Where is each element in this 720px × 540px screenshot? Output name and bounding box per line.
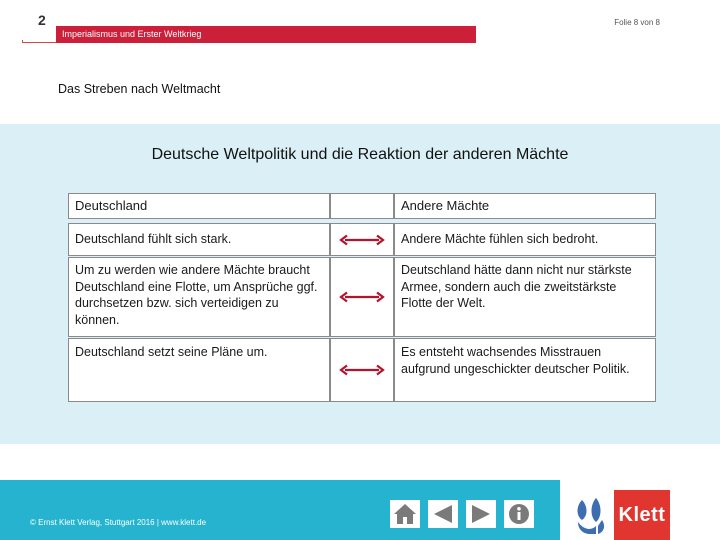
table-row-2-right: Deutschland hätte dann nicht nur stärkste Armee, sondern auch die zweitstärkste Flotte der Welt. bbox=[394, 257, 656, 337]
table-row-1-right: Andere Mächte fühlen sich bedroht. bbox=[394, 223, 656, 256]
table-row-3-right: Es entsteht wachsendes Misstrauen aufgrund ungeschickter deutscher Politik. bbox=[394, 338, 656, 402]
table-row-3-left: Deutschland setzt seine Pläne um. bbox=[68, 338, 330, 402]
next-slide-button[interactable] bbox=[466, 500, 496, 528]
table-row-1-left: Deutschland fühlt sich stark. bbox=[68, 223, 330, 256]
arrow-left-icon bbox=[430, 502, 456, 526]
klett-logo bbox=[568, 490, 670, 540]
table-row-3-arrow bbox=[330, 338, 394, 402]
double-arrow-icon bbox=[339, 234, 385, 246]
double-arrow-icon bbox=[339, 364, 385, 376]
double-arrow-icon bbox=[339, 291, 385, 303]
klett-wordmark: Klett bbox=[614, 490, 670, 540]
info-button[interactable] bbox=[504, 500, 534, 528]
chapter-number: 2 bbox=[38, 12, 46, 28]
slide-title: Deutsche Weltpolitik und die Reaktion der anderen Mächte bbox=[151, 146, 569, 163]
lily-logo-icon bbox=[568, 490, 614, 540]
column-header-arrow bbox=[330, 193, 394, 219]
previous-slide-button[interactable] bbox=[428, 500, 458, 528]
slide-counter: Folie 8 von 8 bbox=[614, 18, 660, 27]
column-header-left: Deutschland bbox=[68, 193, 330, 219]
column-header-right: Andere Mächte bbox=[394, 193, 656, 219]
table-row-2-arrow bbox=[330, 257, 394, 337]
chapter-title-bar: Imperialismus und Erster Weltkrieg bbox=[56, 26, 476, 43]
page-subtitle: Das Streben nach Weltmacht bbox=[58, 82, 221, 96]
arrow-right-icon bbox=[468, 502, 494, 526]
table-row-1-arrow bbox=[330, 223, 394, 256]
copyright-text: © Ernst Klett Verlag, Stuttgart 2016 | www.klett.de bbox=[30, 518, 207, 527]
home-button[interactable] bbox=[390, 500, 420, 528]
info-icon bbox=[506, 502, 532, 526]
home-icon bbox=[392, 502, 418, 526]
table-row-2-left: Um zu werden wie andere Mächte braucht Deutschland eine Flotte, um Ansprüche ggf. durchsetzen bzw. sich verteidigen zu können. bbox=[68, 257, 330, 337]
